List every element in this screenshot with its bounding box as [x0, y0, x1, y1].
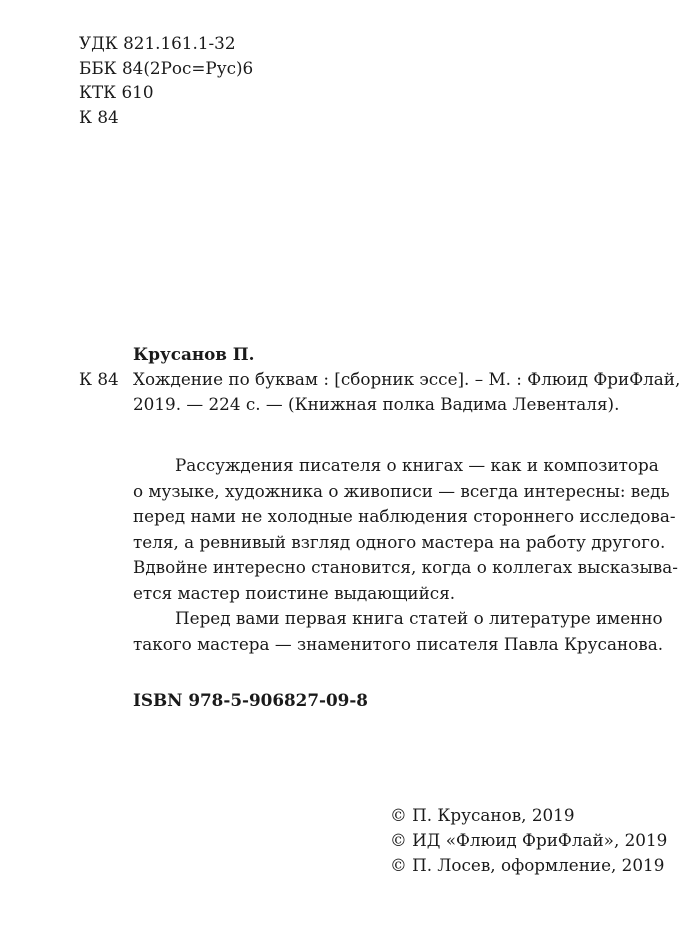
isbn: ISBN 978-5-906827-09-8 [133, 690, 368, 710]
copyright-line: © П. Крусанов, 2019 [390, 805, 575, 825]
ktk-code: КТК 610 [79, 82, 154, 102]
bbk-code: ББК 84(2Рос=Рус)6 [79, 57, 254, 78]
copyright-line: © ИД «Флюид ФриФлай», 2019 [390, 830, 668, 850]
abstract [133, 453, 678, 657]
bib-line: 2019. — 224 с. — (Книжная полка Вадима Левенталя). [133, 394, 620, 414]
classification-block [79, 31, 253, 129]
bib-line: Хождение по буквам : [сборник эссе]. – М. : Флюид ФриФлай, [133, 369, 681, 389]
copyright-line: © П. Лосев, оформление, 2019 [390, 855, 665, 875]
abstract-line: Рассуждения писателя о книгах — как и композитора [175, 455, 659, 475]
entry-author-sign: К 84 [79, 369, 119, 389]
abstract-line: о музыке, художника о живописи — всегда интересны: ведь [133, 480, 670, 501]
abstract-line: теля, а ревнивый взгляд одного мастера на работу другого. [133, 531, 666, 552]
abstract-line: Перед вами первая книга статей о литературе именно [175, 608, 663, 628]
abstract-line: ется мастер поистине выдающийся. [133, 582, 456, 603]
abstract-line: такого мастера — знаменитого писателя Павла Крусанова. [133, 633, 664, 654]
udk-code: УДК 821.161.1-32 [79, 33, 236, 53]
copyright-block [390, 803, 667, 878]
abstract-line: Вдвойне интересно становится, когда о коллегах высказыва- [133, 557, 678, 577]
author-sign: К 84 [79, 106, 119, 127]
author-name: Крусанов П. [133, 344, 255, 364]
bibliographic-description [133, 367, 680, 417]
abstract-line: перед нами не холодные наблюдения стороннего исследова- [133, 506, 676, 526]
